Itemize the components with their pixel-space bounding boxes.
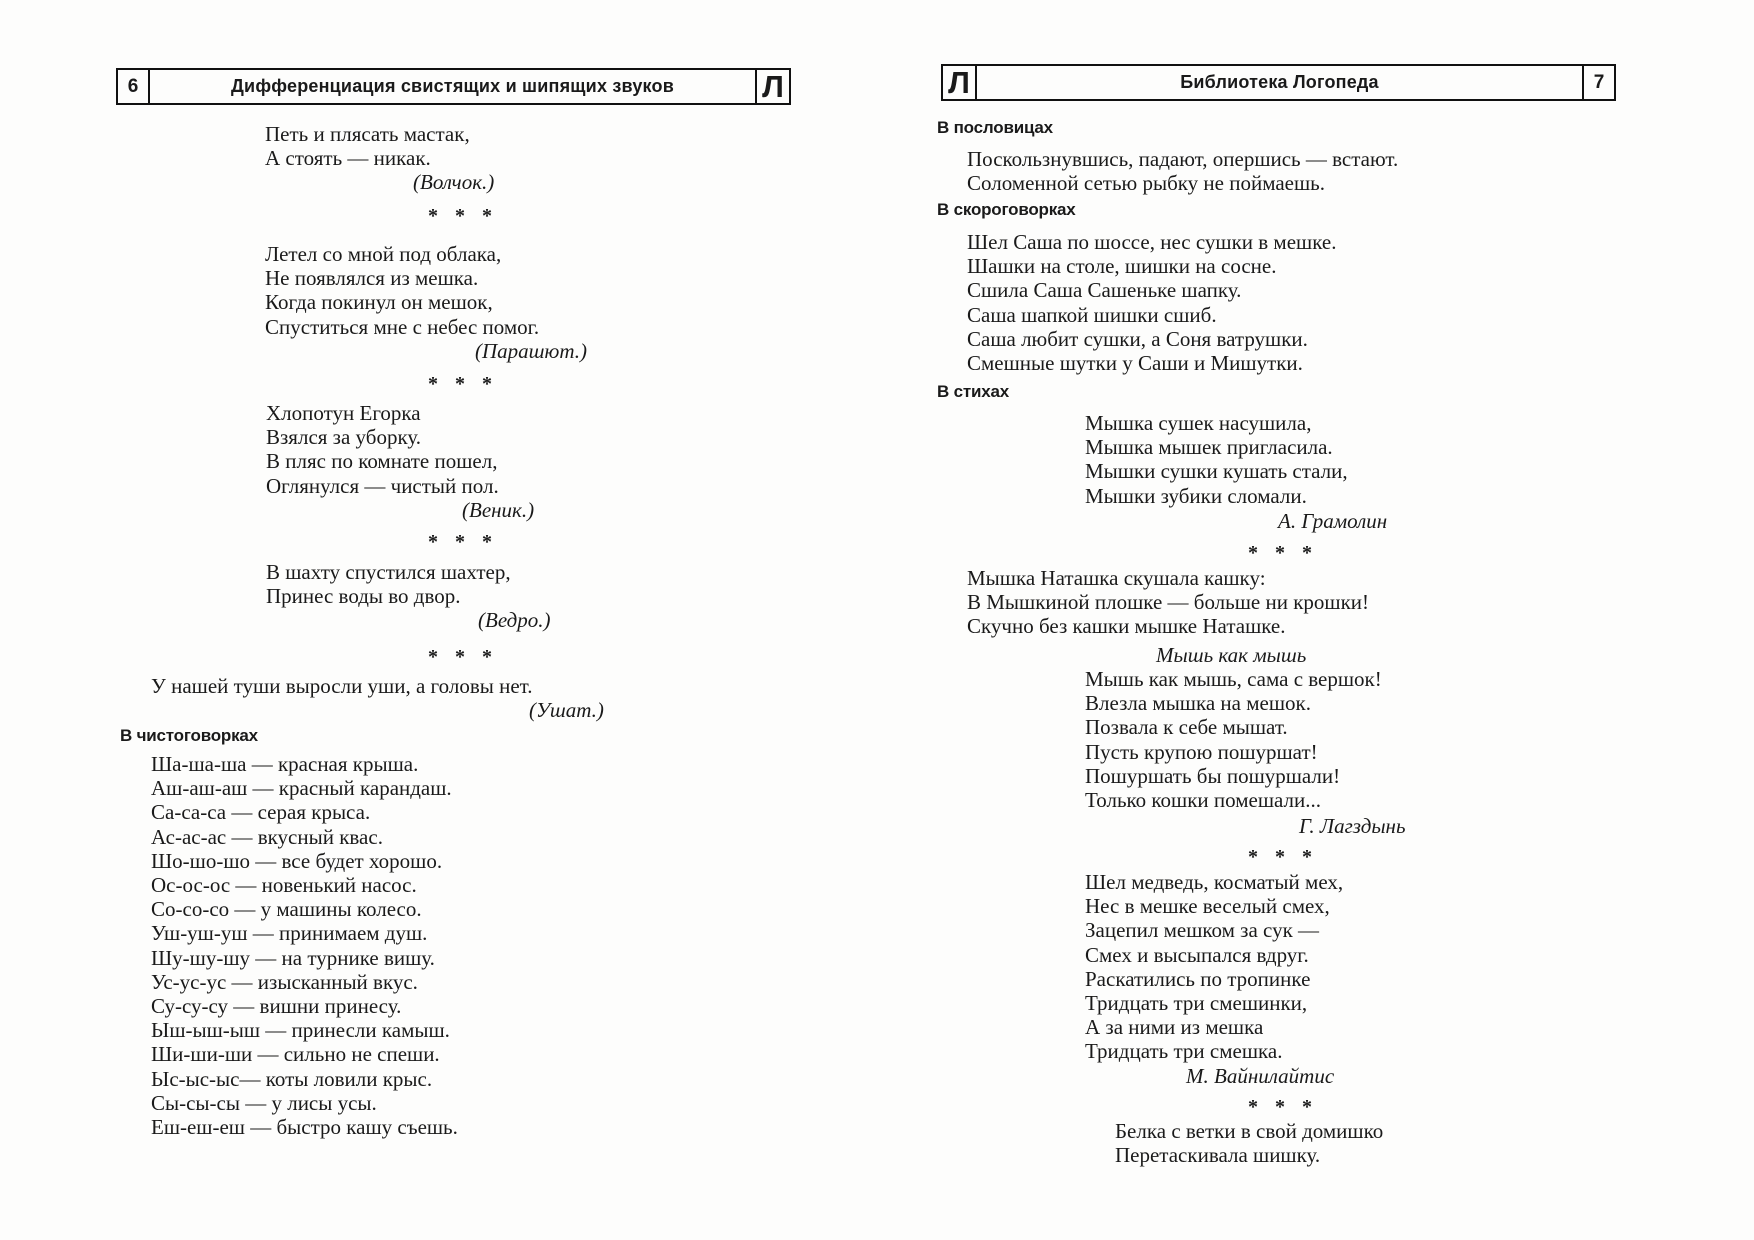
running-header (116, 68, 791, 105)
riddle-line: Когда покинул он мешок, (265, 290, 493, 315)
poem-line: Пусть крупою пошуршат! (1085, 739, 1318, 764)
section-title: В скороговорках (937, 200, 1076, 219)
poem-line: Перетаскивала шишку. (1115, 1143, 1321, 1168)
poem-line: Мышь как мышь, сама с вершок! (1085, 667, 1382, 691)
list-item: Ас-ас-ас — вкусный квас. (151, 824, 383, 849)
page-number: 6 (118, 70, 150, 103)
list-item: Со-со-со — у машины колесо. (151, 897, 422, 922)
poem-line: Нес в мешке веселый смех, (1085, 894, 1330, 919)
running-header (941, 64, 1616, 101)
list-item: Шо-шо-шо — все будет хорошо. (151, 848, 443, 873)
poem-title: Мышь как мышь (1156, 643, 1307, 667)
header-title: Дифференциация свистящих и шипящих звуков (231, 76, 674, 96)
poem-line: Влезла мышка на мешок. (1085, 691, 1311, 716)
poem-line: Белка с ветки в свой домишко (1115, 1119, 1384, 1143)
riddle-answer: (Ведро.) (478, 608, 551, 633)
poem-line: Мышка Наташка скушала кашку: (967, 566, 1266, 590)
list-item: Соломенной сетью рыбку не поймаешь. (967, 171, 1325, 196)
poem (1085, 667, 1382, 812)
poem-author: Г. Лагздынь (1299, 814, 1406, 838)
riddle (266, 401, 534, 522)
separator: * * * (428, 373, 498, 395)
separator: * * * (428, 205, 498, 227)
section-title: В чистоговорках (120, 726, 258, 745)
riddle-line: В пляс по комнате пошел, (266, 449, 498, 474)
page-number: 7 (1582, 66, 1614, 99)
poem-line: Скучно без кашки мышке Наташке. (967, 614, 1286, 639)
right-page (877, 0, 1754, 1240)
logo-letter: Л (943, 66, 977, 99)
poem-line: Шел медведь, косматый мех, (1085, 870, 1344, 894)
list-item: Шел Саша по шоссе, нес сушки в мешке. (967, 230, 1337, 254)
list-item: Уш-уш-уш — принимаем душ. (151, 921, 428, 946)
list-item: Сы-сы-сы — у лисы усы. (151, 1090, 377, 1115)
riddle-answer: (Волчок.) (413, 170, 495, 195)
riddle-line: У нашей туши выросли уши, а головы нет. (151, 674, 533, 698)
riddle-line: Летел со мной под облака, (265, 242, 502, 266)
list-item: Ша-ша-ша — красная крыша. (151, 752, 419, 776)
poem-line: Тридцать три смешка. (1085, 1039, 1283, 1064)
riddle (266, 560, 551, 633)
poem (967, 566, 1369, 639)
list-item: Саша любит сушки, а Соня ватрушки. (967, 326, 1308, 351)
poem-line: Мышки сушки кушать стали, (1085, 459, 1348, 484)
poem-line: Только кошки помешали... (1085, 788, 1322, 813)
riddle-line: Спуститься мне с небес помог. (265, 314, 540, 339)
poem-line: Позвала к себе мышат. (1085, 715, 1288, 740)
separator: * * * (1248, 542, 1318, 564)
riddle-line: Принес воды во двор. (266, 584, 461, 609)
riddle (265, 242, 587, 363)
list-item: Са-са-са — серая крыса. (151, 800, 371, 825)
poem (1085, 411, 1348, 508)
poem-line: Раскатились по тропинке (1085, 966, 1311, 991)
list-item: Поскользнувшись, падают, опершись — встают. (967, 147, 1399, 171)
poem-line: Смех и высыпался вдруг. (1085, 942, 1309, 967)
list-item: Ус-ус-ус — изысканный вкус. (151, 969, 418, 994)
list-item: Еш-еш-еш — быстро кашу съешь. (151, 1115, 458, 1140)
riddle-line: Взялся за уборку. (266, 425, 421, 450)
section-title: В стихах (937, 382, 1009, 401)
riddle (265, 122, 494, 195)
list-item: Сшила Саша Сашеньке шапку. (967, 278, 1242, 303)
poem (1085, 870, 1343, 1064)
list-item: Саша шапкой шишки сшиб. (967, 302, 1217, 327)
list-item: Су-су-су — вишни принесу. (151, 994, 402, 1019)
riddle-answer: (Ушат.) (529, 698, 604, 723)
riddle-answer: (Веник.) (462, 497, 535, 522)
riddle (151, 674, 604, 722)
list-item: Ыш-ыш-ыш — принесли камыш. (151, 1018, 450, 1043)
poem-line: Тридцать три смешинки, (1085, 991, 1308, 1016)
header-title: Библиотека Логопеда (1180, 72, 1379, 92)
riddle-line: Оглянулся — чистый пол. (266, 473, 499, 498)
twister-list (967, 230, 1336, 375)
list-item: Ыс-ыс-ыс— коты ловили крыс. (151, 1066, 433, 1091)
separator: * * * (428, 531, 498, 553)
poem-line: А за ними из мешка (1085, 1015, 1264, 1040)
poem-author: М. Вайнилайтис (1186, 1064, 1335, 1088)
list-item: Шу-шу-шу — на турнике вишу. (151, 945, 435, 970)
riddle-answer: (Парашют.) (475, 338, 587, 363)
poem-line: Мышки зубики сломали. (1085, 483, 1307, 508)
poem-author: А. Грамолин (1278, 509, 1388, 533)
logo-letter: Л (755, 70, 789, 103)
poem (1115, 1119, 1383, 1167)
list-item: Ос-ос-ос — новенький насос. (151, 873, 417, 898)
separator: * * * (428, 646, 498, 668)
proverb-list (967, 147, 1398, 195)
riddle-line: Петь и плясать мастак, (265, 122, 470, 146)
riddle-line: Хлопотун Егорка (266, 401, 421, 425)
riddle-line: В шахту спустился шахтер, (266, 560, 511, 584)
separator: * * * (1248, 846, 1318, 868)
poem-line: Мышка сушек насушила, (1085, 411, 1312, 435)
poem-line: В Мышкиной плошке — больше ни крошки! (967, 590, 1370, 615)
list-item: Шашки на столе, шишки на сосне. (967, 254, 1277, 279)
separator: * * * (1248, 1096, 1318, 1118)
section-title: В пословицах (937, 118, 1053, 137)
list-item: Смешные шутки у Саши и Мишутки. (967, 351, 1303, 376)
riddle-line: Не появлялся из мешка. (265, 266, 479, 291)
list-item: Аш-аш-аш — красный карандаш. (151, 776, 452, 801)
poem-line: Мышка мышек пригласила. (1085, 435, 1333, 460)
poem-line: Пошуршать бы пошуршали! (1085, 763, 1341, 788)
poem-line: Зацепил мешком за сук — (1085, 918, 1320, 943)
tongue-twister-list (151, 752, 458, 1139)
list-item: Ши-ши-ши — сильно не спеши. (151, 1042, 440, 1067)
riddle-line: А стоять — никак. (265, 146, 431, 171)
